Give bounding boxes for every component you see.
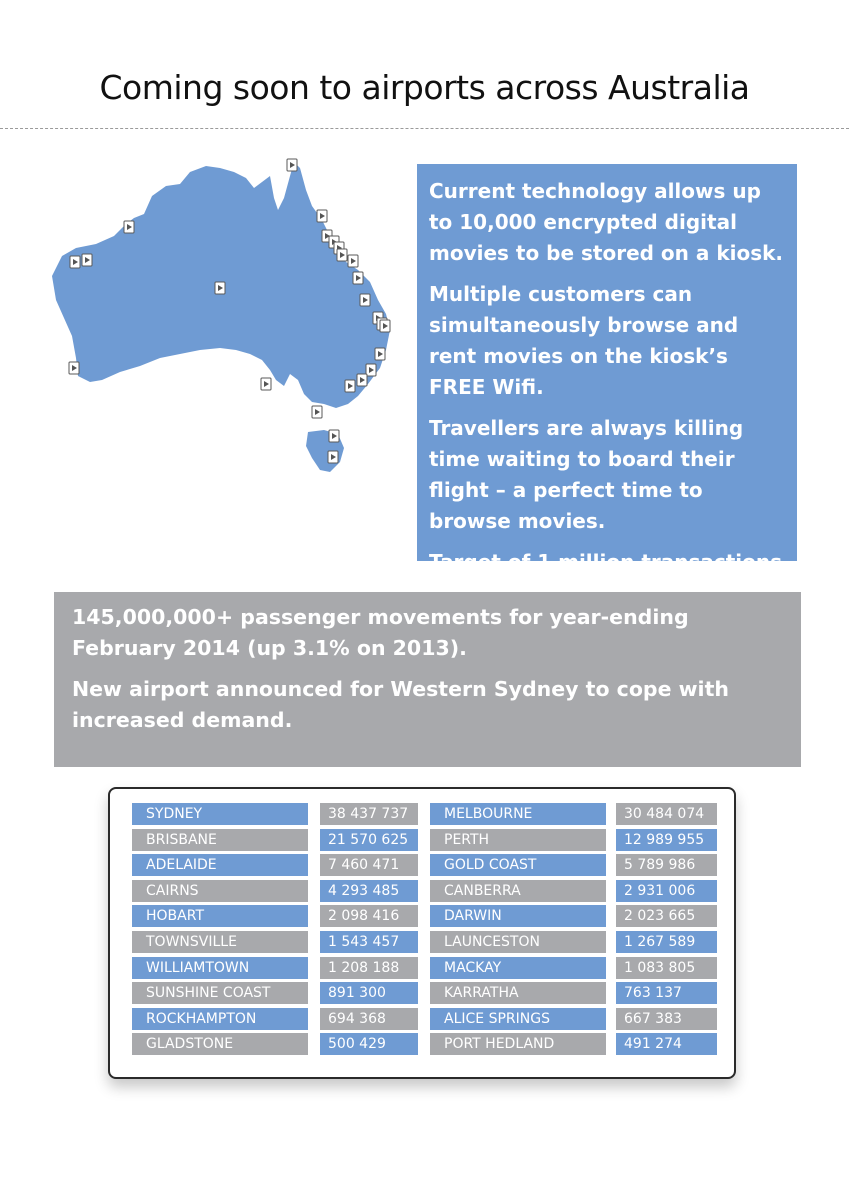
airport-name: DARWIN xyxy=(430,905,606,927)
screen-marker-icon xyxy=(348,255,358,267)
screen-marker-icon xyxy=(261,378,271,390)
airport-name: LAUNCESTON xyxy=(430,931,606,953)
screen-marker-icon xyxy=(345,380,355,392)
screen-marker-icon xyxy=(337,249,347,261)
screen-marker-icon xyxy=(360,294,370,306)
airport-name: GLADSTONE xyxy=(132,1033,308,1055)
passenger-count: 667 383 xyxy=(616,1008,717,1030)
passenger-count: 4 293 485 xyxy=(320,880,418,902)
title-divider xyxy=(0,128,849,129)
screen-marker-icon xyxy=(69,362,79,374)
passenger-count: 1 083 805 xyxy=(616,957,717,979)
screen-marker-icon xyxy=(312,406,322,418)
passenger-count: 38 437 737 xyxy=(320,803,418,825)
screen-marker-icon xyxy=(287,159,297,171)
airport-name: ADELAIDE xyxy=(132,854,308,876)
airport-name: ROCKHAMPTON xyxy=(132,1008,308,1030)
airport-name: WILLIAMTOWN xyxy=(132,957,308,979)
screen-marker-icon xyxy=(380,320,390,332)
airport-name: SUNSHINE COAST xyxy=(132,982,308,1004)
airport-passenger-table xyxy=(108,787,736,1079)
page-title: Coming soon to airports across Australia xyxy=(99,68,750,107)
screen-marker-icon xyxy=(329,430,339,442)
info-paragraph-3: Travellers are always killing time waiting to board their flight – a perfect time to browse movies. xyxy=(429,416,744,533)
airport-name: GOLD COAST xyxy=(430,854,606,876)
passenger-count: 1 543 457 xyxy=(320,931,418,953)
screen-marker-icon xyxy=(357,374,367,386)
passenger-count: 1 267 589 xyxy=(616,931,717,953)
airport-name: PERTH xyxy=(430,829,606,851)
stats-paragraph-1: 145,000,000+ passenger movements for year-ending February 2014 (up 3.1% on 2013). xyxy=(72,605,689,660)
passenger-count: 5 789 986 xyxy=(616,854,717,876)
passenger-count: 891 300 xyxy=(320,982,418,1004)
passenger-count: 2 023 665 xyxy=(616,905,717,927)
info-paragraph-4: Target of 1 million transactions xyxy=(429,550,783,574)
info-paragraph-1: Current technology allows up to 10,000 encrypted digital movies to be stored on a kiosk. xyxy=(429,179,784,265)
airport-name: MELBOURNE xyxy=(430,803,606,825)
screen-marker-icon xyxy=(366,364,376,376)
airport-name: CAIRNS xyxy=(132,880,308,902)
airport-name: SYDNEY xyxy=(132,803,308,825)
screen-marker-icon xyxy=(353,272,363,284)
passenger-count: 12 989 955 xyxy=(616,829,717,851)
airport-name: ALICE SPRINGS xyxy=(430,1008,606,1030)
stats-paragraph-2: New airport announced for Western Sydney to cope with increased demand. xyxy=(72,677,729,732)
passenger-count: 2 931 006 xyxy=(616,880,717,902)
passenger-count: 1 208 188 xyxy=(320,957,418,979)
passenger-count: 2 098 416 xyxy=(320,905,418,927)
airport-name: MACKAY xyxy=(430,957,606,979)
screen-marker-icon xyxy=(82,254,92,266)
screen-marker-icon xyxy=(317,210,327,222)
airport-name: HOBART xyxy=(132,905,308,927)
airport-name: BRISBANE xyxy=(132,829,308,851)
passenger-count: 21 570 625 xyxy=(320,829,418,851)
airport-name: TOWNSVILLE xyxy=(132,931,308,953)
australia-map xyxy=(40,158,410,488)
airport-name: CANBERRA xyxy=(430,880,606,902)
screen-marker-icon xyxy=(215,282,225,294)
passenger-count: 30 484 074 xyxy=(616,803,717,825)
passenger-count: 694 368 xyxy=(320,1008,418,1030)
passenger-count: 763 137 xyxy=(616,982,717,1004)
stats-box xyxy=(54,592,801,767)
info-paragraph-2: Multiple customers can simultaneously browse and rent movies on the kiosk’s FREE Wifi. xyxy=(429,282,739,399)
screen-marker-icon xyxy=(328,451,338,463)
passenger-count: 500 429 xyxy=(320,1033,418,1055)
airport-name: KARRATHA xyxy=(430,982,606,1004)
passenger-count: 491 274 xyxy=(616,1033,717,1055)
airport-name: PORT HEDLAND xyxy=(430,1033,606,1055)
passenger-count: 7 460 471 xyxy=(320,854,418,876)
screen-marker-icon xyxy=(124,221,134,233)
info-box xyxy=(417,164,797,574)
screen-marker-icon xyxy=(70,256,80,268)
screen-marker-icon xyxy=(375,348,385,360)
